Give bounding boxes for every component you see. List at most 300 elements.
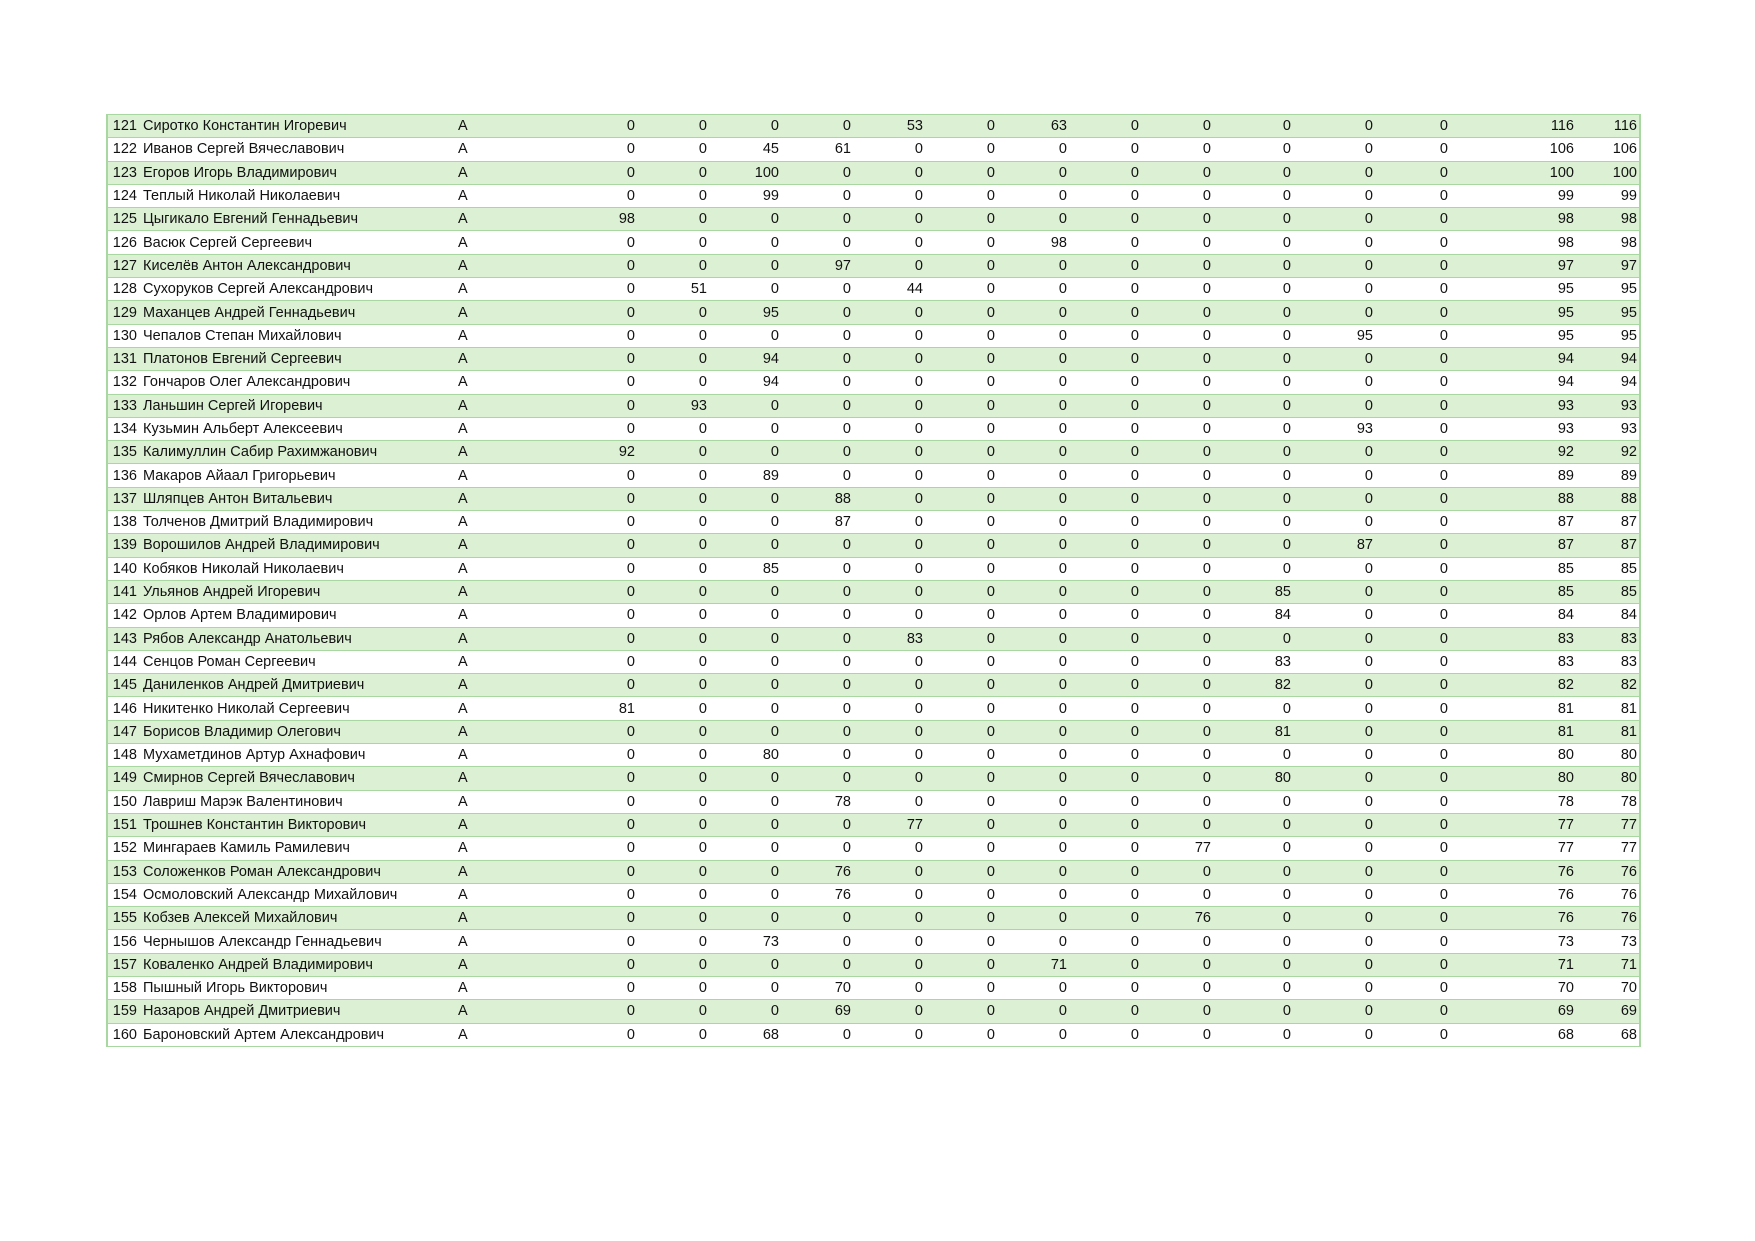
score-cell: 0 bbox=[1292, 184, 1374, 207]
score-cell: 0 bbox=[924, 371, 996, 394]
score-cell: 0 bbox=[996, 650, 1068, 673]
score-cell: 0 bbox=[1374, 115, 1449, 138]
score-cell: 76 bbox=[1140, 907, 1212, 930]
total-cell: 76 bbox=[1576, 860, 1640, 883]
score-cell: 0 bbox=[636, 604, 708, 627]
total-cell: 80 bbox=[1576, 767, 1640, 790]
score-cell: 0 bbox=[1140, 744, 1212, 767]
row-number: 124 bbox=[107, 184, 143, 207]
table-row bbox=[107, 417, 1640, 440]
participant-name: Чепалов Степан Михайлович bbox=[143, 324, 456, 347]
total-cell: 85 bbox=[1576, 580, 1640, 603]
row-number: 128 bbox=[107, 278, 143, 301]
score-cell: 0 bbox=[1212, 860, 1292, 883]
score-cell: 0 bbox=[924, 278, 996, 301]
score-cell: 0 bbox=[1374, 557, 1449, 580]
score-cell: 0 bbox=[780, 208, 852, 231]
participant-name: Макаров Айаал Григорьевич bbox=[143, 464, 456, 487]
class-cell: A bbox=[456, 883, 512, 906]
score-cell: 0 bbox=[852, 301, 924, 324]
score-cell: 0 bbox=[708, 511, 780, 534]
class-cell: A bbox=[456, 208, 512, 231]
score-cell: 0 bbox=[996, 161, 1068, 184]
score-cell: 0 bbox=[852, 511, 924, 534]
score-cell: 0 bbox=[1068, 534, 1140, 557]
class-cell: A bbox=[456, 231, 512, 254]
score-cell: 0 bbox=[1068, 441, 1140, 464]
sum-cell: 85 bbox=[1449, 557, 1576, 580]
score-cell: 0 bbox=[1374, 650, 1449, 673]
class-cell: A bbox=[456, 301, 512, 324]
score-cell: 0 bbox=[780, 744, 852, 767]
score-cell: 0 bbox=[1292, 511, 1374, 534]
score-cell: 0 bbox=[1068, 697, 1140, 720]
score-cell: 0 bbox=[924, 208, 996, 231]
row-number: 140 bbox=[107, 557, 143, 580]
class-cell: A bbox=[456, 790, 512, 813]
score-cell: 0 bbox=[996, 604, 1068, 627]
participant-name: Рябов Александр Анатольевич bbox=[143, 627, 456, 650]
table-row bbox=[107, 464, 1640, 487]
score-cell: 92 bbox=[512, 441, 636, 464]
score-cell: 0 bbox=[1068, 301, 1140, 324]
score-cell: 0 bbox=[996, 883, 1068, 906]
class-cell: A bbox=[456, 371, 512, 394]
table-row bbox=[107, 697, 1640, 720]
score-cell: 0 bbox=[512, 138, 636, 161]
score-cell: 0 bbox=[708, 976, 780, 999]
score-cell: 0 bbox=[1374, 720, 1449, 743]
score-cell: 0 bbox=[512, 534, 636, 557]
score-cell: 0 bbox=[1140, 1000, 1212, 1023]
score-cell: 0 bbox=[512, 930, 636, 953]
sum-cell: 93 bbox=[1449, 417, 1576, 440]
table-row bbox=[107, 138, 1640, 161]
score-cell: 0 bbox=[1292, 837, 1374, 860]
score-cell: 0 bbox=[1212, 976, 1292, 999]
class-cell: A bbox=[456, 767, 512, 790]
score-cell: 0 bbox=[1068, 976, 1140, 999]
score-cell: 0 bbox=[924, 627, 996, 650]
score-cell: 0 bbox=[924, 604, 996, 627]
score-cell: 0 bbox=[924, 534, 996, 557]
row-number: 151 bbox=[107, 813, 143, 836]
total-cell: 70 bbox=[1576, 976, 1640, 999]
score-cell: 0 bbox=[636, 161, 708, 184]
score-cell: 0 bbox=[924, 184, 996, 207]
score-cell: 0 bbox=[1292, 907, 1374, 930]
class-cell: A bbox=[456, 534, 512, 557]
total-cell: 87 bbox=[1576, 534, 1640, 557]
table-row bbox=[107, 184, 1640, 207]
table-row bbox=[107, 837, 1640, 860]
score-cell: 0 bbox=[924, 883, 996, 906]
score-cell: 0 bbox=[636, 720, 708, 743]
score-cell: 0 bbox=[1140, 604, 1212, 627]
sum-cell: 88 bbox=[1449, 487, 1576, 510]
score-cell: 0 bbox=[780, 650, 852, 673]
score-cell: 0 bbox=[924, 837, 996, 860]
score-cell: 0 bbox=[780, 953, 852, 976]
score-cell: 0 bbox=[996, 674, 1068, 697]
score-cell: 0 bbox=[1212, 953, 1292, 976]
class-cell: A bbox=[456, 907, 512, 930]
score-cell: 0 bbox=[636, 674, 708, 697]
score-cell: 0 bbox=[1068, 627, 1140, 650]
score-cell: 0 bbox=[1140, 790, 1212, 813]
score-cell: 85 bbox=[1212, 580, 1292, 603]
score-cell: 0 bbox=[1292, 394, 1374, 417]
score-cell: 0 bbox=[924, 487, 996, 510]
row-number: 146 bbox=[107, 697, 143, 720]
score-cell: 0 bbox=[1292, 790, 1374, 813]
participant-name: Ворошилов Андрей Владимирович bbox=[143, 534, 456, 557]
class-cell: A bbox=[456, 184, 512, 207]
participant-name: Осмоловский Александр Михайлович bbox=[143, 883, 456, 906]
score-cell: 0 bbox=[1140, 627, 1212, 650]
score-cell: 0 bbox=[1374, 744, 1449, 767]
score-cell: 0 bbox=[512, 580, 636, 603]
score-cell: 0 bbox=[1140, 580, 1212, 603]
score-cell: 0 bbox=[1212, 208, 1292, 231]
score-cell: 0 bbox=[1292, 557, 1374, 580]
score-cell: 0 bbox=[636, 371, 708, 394]
score-cell: 0 bbox=[924, 580, 996, 603]
score-cell: 0 bbox=[780, 324, 852, 347]
score-cell: 0 bbox=[1068, 464, 1140, 487]
score-cell: 0 bbox=[708, 720, 780, 743]
total-cell: 81 bbox=[1576, 697, 1640, 720]
participant-name: Соложенков Роман Александрович bbox=[143, 860, 456, 883]
sum-cell: 97 bbox=[1449, 254, 1576, 277]
score-cell: 51 bbox=[636, 278, 708, 301]
score-cell: 0 bbox=[780, 674, 852, 697]
score-cell: 0 bbox=[780, 837, 852, 860]
total-cell: 116 bbox=[1576, 115, 1640, 138]
total-cell: 92 bbox=[1576, 441, 1640, 464]
score-cell: 0 bbox=[1140, 115, 1212, 138]
table-row bbox=[107, 744, 1640, 767]
score-cell: 0 bbox=[636, 627, 708, 650]
score-cell: 0 bbox=[1140, 534, 1212, 557]
total-cell: 89 bbox=[1576, 464, 1640, 487]
row-number: 121 bbox=[107, 115, 143, 138]
score-cell: 0 bbox=[1292, 138, 1374, 161]
score-cell: 0 bbox=[636, 767, 708, 790]
score-cell: 93 bbox=[1292, 417, 1374, 440]
sum-cell: 94 bbox=[1449, 371, 1576, 394]
sum-cell: 71 bbox=[1449, 953, 1576, 976]
participant-name: Егоров Игорь Владимирович bbox=[143, 161, 456, 184]
score-cell: 0 bbox=[1374, 837, 1449, 860]
score-cell: 0 bbox=[996, 627, 1068, 650]
sum-cell: 85 bbox=[1449, 580, 1576, 603]
sum-cell: 94 bbox=[1449, 347, 1576, 370]
score-cell: 0 bbox=[780, 557, 852, 580]
score-cell: 0 bbox=[636, 324, 708, 347]
score-cell: 0 bbox=[1292, 208, 1374, 231]
score-cell: 0 bbox=[1140, 347, 1212, 370]
score-cell: 0 bbox=[708, 837, 780, 860]
score-cell: 0 bbox=[852, 790, 924, 813]
score-cell: 0 bbox=[1068, 790, 1140, 813]
score-cell: 0 bbox=[924, 1000, 996, 1023]
score-cell: 0 bbox=[1068, 184, 1140, 207]
score-cell: 0 bbox=[852, 254, 924, 277]
score-cell: 0 bbox=[852, 767, 924, 790]
score-cell: 0 bbox=[1140, 976, 1212, 999]
table-row bbox=[107, 1000, 1640, 1023]
score-cell: 94 bbox=[708, 347, 780, 370]
score-cell: 0 bbox=[512, 627, 636, 650]
participant-name: Васюк Сергей Сергеевич bbox=[143, 231, 456, 254]
score-cell: 0 bbox=[636, 883, 708, 906]
class-cell: A bbox=[456, 138, 512, 161]
score-cell: 0 bbox=[636, 953, 708, 976]
score-cell: 0 bbox=[1068, 604, 1140, 627]
total-cell: 106 bbox=[1576, 138, 1640, 161]
score-cell: 0 bbox=[708, 278, 780, 301]
score-cell: 0 bbox=[708, 580, 780, 603]
score-cell: 0 bbox=[636, 650, 708, 673]
score-cell: 0 bbox=[852, 976, 924, 999]
score-cell: 0 bbox=[924, 744, 996, 767]
total-cell: 77 bbox=[1576, 813, 1640, 836]
score-cell: 0 bbox=[1374, 417, 1449, 440]
sum-cell: 81 bbox=[1449, 720, 1576, 743]
score-cell: 0 bbox=[1140, 720, 1212, 743]
score-cell: 0 bbox=[1292, 441, 1374, 464]
score-cell: 0 bbox=[1212, 254, 1292, 277]
score-cell: 0 bbox=[636, 184, 708, 207]
sum-cell: 106 bbox=[1449, 138, 1576, 161]
score-cell: 0 bbox=[852, 231, 924, 254]
score-cell: 61 bbox=[780, 138, 852, 161]
participant-name: Лавриш Марэк Валентинович bbox=[143, 790, 456, 813]
score-cell: 0 bbox=[996, 744, 1068, 767]
class-cell: A bbox=[456, 674, 512, 697]
score-cell: 0 bbox=[1374, 394, 1449, 417]
row-number: 129 bbox=[107, 301, 143, 324]
score-cell: 0 bbox=[1140, 674, 1212, 697]
score-cell: 0 bbox=[852, 650, 924, 673]
score-cell: 0 bbox=[1374, 231, 1449, 254]
table-row bbox=[107, 511, 1640, 534]
score-cell: 0 bbox=[1212, 837, 1292, 860]
row-number: 131 bbox=[107, 347, 143, 370]
table-row bbox=[107, 534, 1640, 557]
score-cell: 0 bbox=[512, 1000, 636, 1023]
score-cell: 0 bbox=[1068, 138, 1140, 161]
score-cell: 0 bbox=[1212, 115, 1292, 138]
sum-cell: 78 bbox=[1449, 790, 1576, 813]
score-cell: 0 bbox=[1212, 697, 1292, 720]
total-cell: 95 bbox=[1576, 301, 1640, 324]
score-cell: 0 bbox=[852, 744, 924, 767]
sum-cell: 84 bbox=[1449, 604, 1576, 627]
score-cell: 0 bbox=[1068, 650, 1140, 673]
table-row bbox=[107, 231, 1640, 254]
score-cell: 0 bbox=[996, 1023, 1068, 1046]
score-cell: 0 bbox=[1212, 371, 1292, 394]
row-number: 125 bbox=[107, 208, 143, 231]
sum-cell: 83 bbox=[1449, 627, 1576, 650]
score-cell: 0 bbox=[1292, 674, 1374, 697]
participant-name: Мингараев Камиль Рамилевич bbox=[143, 837, 456, 860]
score-cell: 0 bbox=[708, 324, 780, 347]
total-cell: 69 bbox=[1576, 1000, 1640, 1023]
score-cell: 0 bbox=[1212, 744, 1292, 767]
participant-name: Смирнов Сергей Вячеславович bbox=[143, 767, 456, 790]
score-cell: 0 bbox=[1212, 231, 1292, 254]
score-cell: 0 bbox=[924, 231, 996, 254]
score-cell: 0 bbox=[1140, 953, 1212, 976]
score-cell: 44 bbox=[852, 278, 924, 301]
row-number: 127 bbox=[107, 254, 143, 277]
score-cell: 0 bbox=[1292, 744, 1374, 767]
score-cell: 0 bbox=[708, 860, 780, 883]
score-cell: 0 bbox=[996, 907, 1068, 930]
row-number: 143 bbox=[107, 627, 143, 650]
score-cell: 0 bbox=[1292, 371, 1374, 394]
participant-name: Ульянов Андрей Игоревич bbox=[143, 580, 456, 603]
score-cell: 0 bbox=[852, 534, 924, 557]
sum-cell: 92 bbox=[1449, 441, 1576, 464]
results-table-sheet bbox=[106, 114, 1639, 1047]
row-number: 153 bbox=[107, 860, 143, 883]
score-cell: 0 bbox=[1068, 580, 1140, 603]
score-cell: 0 bbox=[1374, 534, 1449, 557]
score-cell: 0 bbox=[1068, 231, 1140, 254]
score-cell: 0 bbox=[636, 347, 708, 370]
class-cell: A bbox=[456, 976, 512, 999]
row-number: 142 bbox=[107, 604, 143, 627]
score-cell: 0 bbox=[996, 371, 1068, 394]
score-cell: 0 bbox=[852, 604, 924, 627]
score-cell: 0 bbox=[708, 604, 780, 627]
score-cell: 0 bbox=[924, 790, 996, 813]
score-cell: 0 bbox=[1292, 347, 1374, 370]
score-cell: 0 bbox=[1292, 301, 1374, 324]
row-number: 160 bbox=[107, 1023, 143, 1046]
score-cell: 85 bbox=[708, 557, 780, 580]
participant-name: Сухоруков Сергей Александрович bbox=[143, 278, 456, 301]
score-cell: 0 bbox=[1140, 371, 1212, 394]
table-row bbox=[107, 627, 1640, 650]
score-cell: 0 bbox=[1068, 511, 1140, 534]
score-cell: 0 bbox=[1212, 487, 1292, 510]
score-cell: 0 bbox=[852, 417, 924, 440]
score-cell: 0 bbox=[780, 813, 852, 836]
total-cell: 83 bbox=[1576, 650, 1640, 673]
table-row bbox=[107, 790, 1640, 813]
row-number: 132 bbox=[107, 371, 143, 394]
score-cell: 0 bbox=[1068, 883, 1140, 906]
sum-cell: 93 bbox=[1449, 394, 1576, 417]
row-number: 137 bbox=[107, 487, 143, 510]
score-cell: 0 bbox=[780, 161, 852, 184]
score-cell: 0 bbox=[512, 837, 636, 860]
score-cell: 0 bbox=[708, 441, 780, 464]
table-row bbox=[107, 371, 1640, 394]
participant-name: Иванов Сергей Вячеславович bbox=[143, 138, 456, 161]
score-cell: 0 bbox=[512, 161, 636, 184]
score-cell: 0 bbox=[1068, 837, 1140, 860]
score-cell: 0 bbox=[1374, 860, 1449, 883]
row-number: 136 bbox=[107, 464, 143, 487]
score-cell: 0 bbox=[780, 115, 852, 138]
score-cell: 0 bbox=[996, 417, 1068, 440]
score-cell: 0 bbox=[852, 953, 924, 976]
sum-cell: 100 bbox=[1449, 161, 1576, 184]
score-cell: 0 bbox=[1212, 907, 1292, 930]
score-cell: 0 bbox=[924, 907, 996, 930]
score-cell: 0 bbox=[1212, 441, 1292, 464]
table-row bbox=[107, 301, 1640, 324]
score-cell: 0 bbox=[852, 394, 924, 417]
score-cell: 0 bbox=[996, 837, 1068, 860]
score-cell: 0 bbox=[636, 930, 708, 953]
total-cell: 82 bbox=[1576, 674, 1640, 697]
score-cell: 0 bbox=[1292, 1000, 1374, 1023]
sum-cell: 95 bbox=[1449, 278, 1576, 301]
score-cell: 0 bbox=[708, 417, 780, 440]
score-cell: 0 bbox=[636, 744, 708, 767]
participant-name: Сенцов Роман Сергеевич bbox=[143, 650, 456, 673]
score-cell: 0 bbox=[708, 208, 780, 231]
score-cell: 0 bbox=[1140, 767, 1212, 790]
score-cell: 0 bbox=[512, 744, 636, 767]
score-cell: 0 bbox=[636, 417, 708, 440]
table-row bbox=[107, 907, 1640, 930]
score-cell: 0 bbox=[1292, 115, 1374, 138]
score-cell: 0 bbox=[924, 697, 996, 720]
score-cell: 0 bbox=[1140, 557, 1212, 580]
participant-name: Маханцев Андрей Геннадьевич bbox=[143, 301, 456, 324]
score-cell: 0 bbox=[512, 417, 636, 440]
score-cell: 0 bbox=[1140, 138, 1212, 161]
score-cell: 0 bbox=[1068, 767, 1140, 790]
score-cell: 0 bbox=[1140, 324, 1212, 347]
score-cell: 0 bbox=[852, 161, 924, 184]
score-cell: 0 bbox=[780, 534, 852, 557]
score-cell: 0 bbox=[852, 860, 924, 883]
sum-cell: 80 bbox=[1449, 744, 1576, 767]
row-number: 130 bbox=[107, 324, 143, 347]
score-cell: 0 bbox=[1068, 371, 1140, 394]
participant-name: Орлов Артем Владимирович bbox=[143, 604, 456, 627]
score-cell: 0 bbox=[780, 231, 852, 254]
table-row bbox=[107, 208, 1640, 231]
score-cell: 0 bbox=[852, 837, 924, 860]
score-cell: 0 bbox=[636, 487, 708, 510]
score-cell: 82 bbox=[1212, 674, 1292, 697]
class-cell: A bbox=[456, 557, 512, 580]
score-cell: 0 bbox=[1212, 184, 1292, 207]
class-cell: A bbox=[456, 813, 512, 836]
class-cell: A bbox=[456, 580, 512, 603]
score-cell: 0 bbox=[512, 767, 636, 790]
score-cell: 0 bbox=[924, 441, 996, 464]
class-cell: A bbox=[456, 464, 512, 487]
score-cell: 0 bbox=[708, 534, 780, 557]
score-cell: 0 bbox=[636, 860, 708, 883]
score-cell: 0 bbox=[780, 697, 852, 720]
score-cell: 0 bbox=[636, 976, 708, 999]
row-number: 134 bbox=[107, 417, 143, 440]
score-cell: 0 bbox=[636, 511, 708, 534]
score-cell: 0 bbox=[924, 138, 996, 161]
